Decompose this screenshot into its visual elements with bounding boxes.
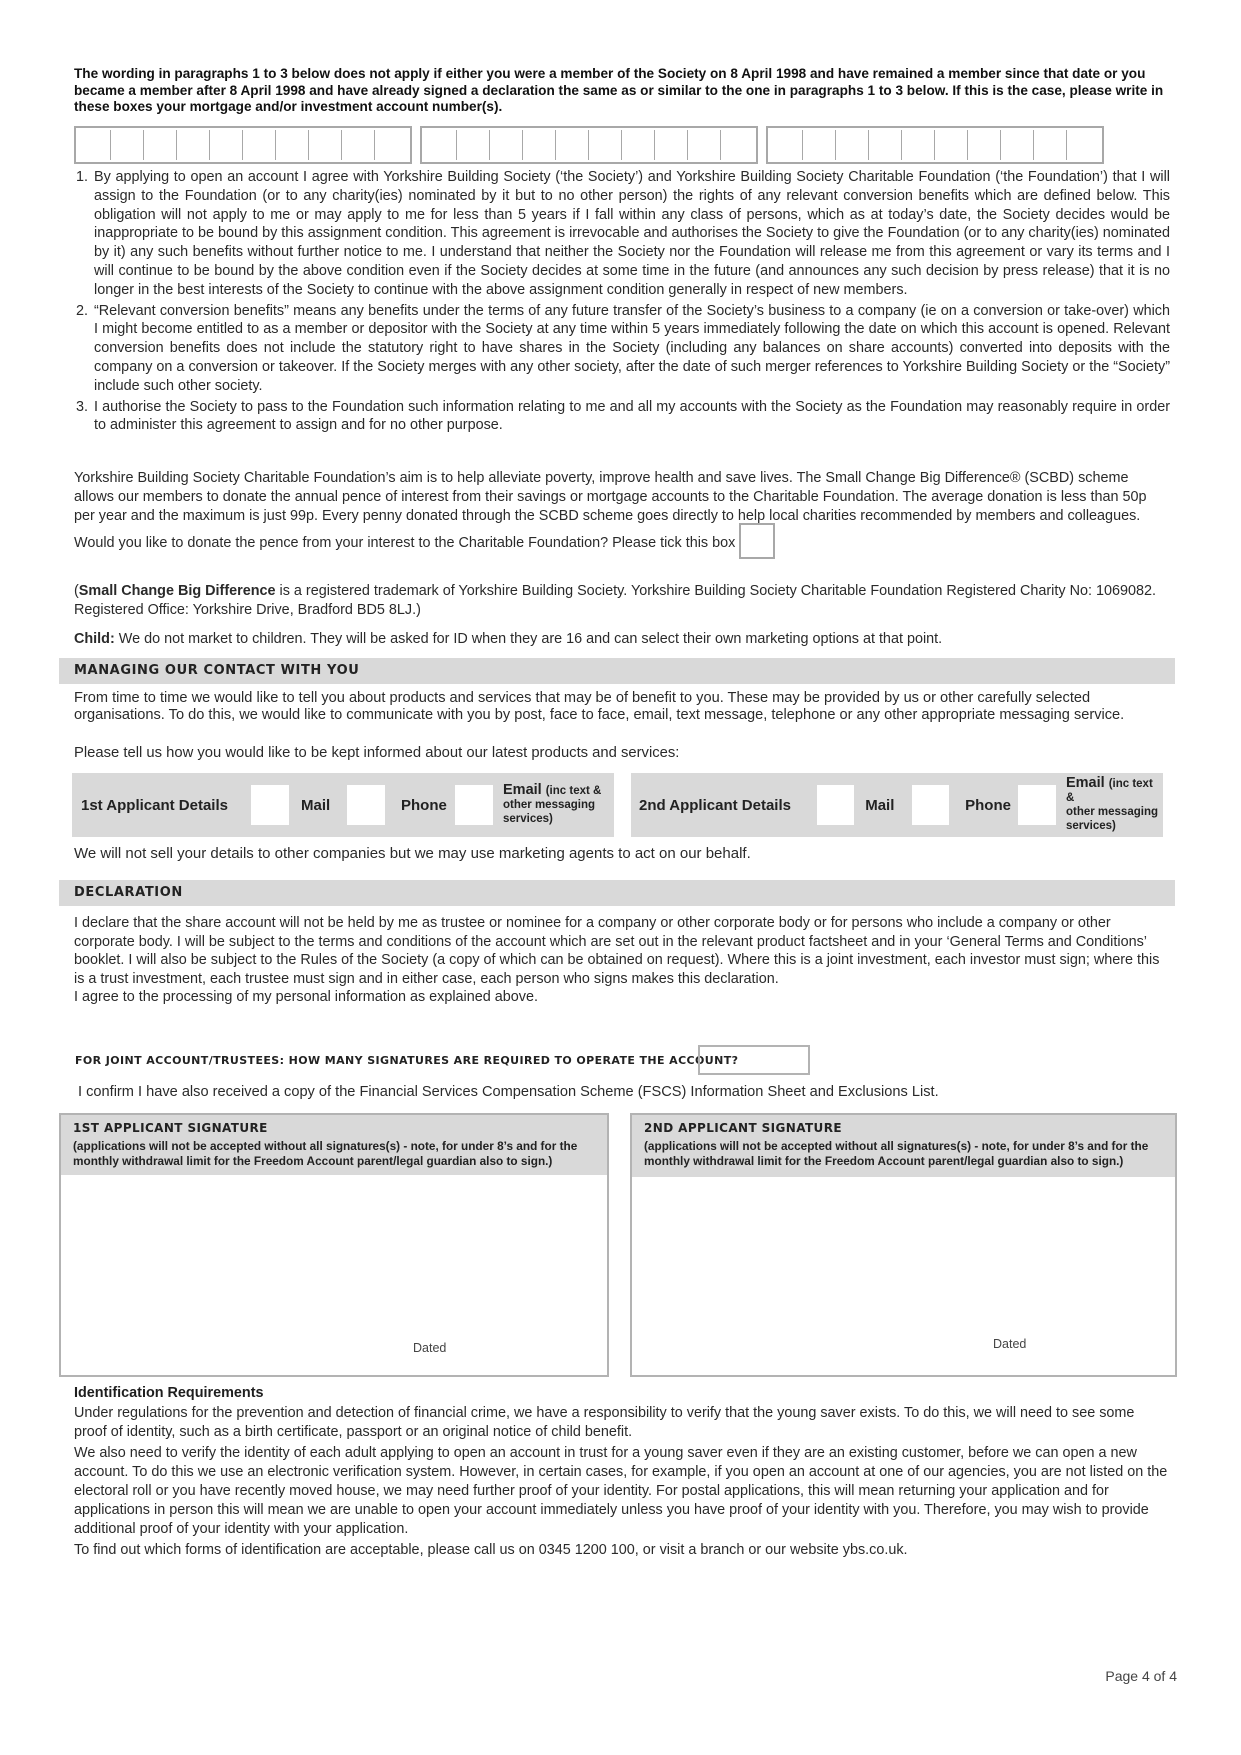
digit-box[interactable] bbox=[556, 130, 589, 160]
account-number-group-1[interactable] bbox=[74, 126, 412, 164]
identification-paragraph-1: Under regulations for the prevention and detection of financial crime, we have a responsibility to verify that the young saver exists. To do this, we will need to see some proof of identity, such as a birth certificate, passport or an original notice of child benefit. bbox=[74, 1404, 1135, 1440]
digit-box[interactable] bbox=[375, 130, 408, 160]
digit-box[interactable] bbox=[622, 130, 655, 160]
charity-question-row bbox=[74, 525, 1170, 561]
trademark-note: (Small Change Big Difference is a registered trademark of Yorkshire Building Society. Yorkshire Building Society Charitable Foundation Registered Charity No: 1069082. Registered Office: Yorkshire Drive, Bradford BD5 8LJ.) bbox=[74, 583, 1156, 618]
paragraph-2: 2. “Relevant conversion benefits” means any benefits under the terms of any future transfer of the Society’s business to a company (ie on a conversion or take-over) which I might become entitled to as a member or depositor with the Society at any time within 5 years immediately following the date on which this account is opened. Relevant conversion benefits does not include the statutory right to have shares in the Society (including any balances on share accounts) converted into deposits with the company on a conversion or takeover. If the Society merges with any other society, after the date of such merger references to Yorkshire Building Society or the “Society” include such other society. bbox=[92, 302, 1170, 396]
email-label-2 bbox=[1066, 777, 1163, 833]
conversion-paragraphs bbox=[74, 168, 1170, 437]
joint-signatures-question: FOR JOINT ACCOUNT/TRUSTEES: HOW MANY SIGNATURES ARE REQUIRED TO OPERATE THE ACCOUNT? bbox=[75, 1054, 739, 1067]
email-note-1a: (inc text & bbox=[545, 785, 602, 797]
phone-label-2: Phone bbox=[965, 796, 1011, 814]
trademark-text: is a registered trademark of Yorkshire Building Society. Yorkshire Building Society Charitable Foundation Registered Charity No: 1069082. Registered Office: Yorkshire Drive, Bradford BD5 8LJ.) bbox=[74, 583, 1156, 618]
email-checkbox-1[interactable] bbox=[455, 785, 493, 825]
identification-paragraph-2: We also need to verify the identity of each adult applying to open an account in trust for a young saver even if they are an existing customer, before we can open a new account. To do this we use an electronic verification system. However, in certain cases, for example, if you open an account at one of our agencies, you are not listed on the electoral roll or you have recently moved house, we may need further proof of your identity. For postal applications, this will mean returning your application and for applications in person this will mean we are unable to open your account immediately unless you have proof of your identity with you. Therefore, you may wish to provide additional proof of your identity with your application. bbox=[74, 1445, 1168, 1537]
digit-box[interactable] bbox=[869, 130, 902, 160]
digit-box[interactable] bbox=[243, 130, 276, 160]
digit-box[interactable] bbox=[721, 130, 754, 160]
contact-heading: MANAGING OUR CONTACT WITH YOU bbox=[59, 658, 1175, 684]
digit-box[interactable] bbox=[523, 130, 556, 160]
digit-box[interactable] bbox=[457, 130, 490, 160]
fscs-confirmation: I confirm I have also received a copy of the Financial Services Compensation Scheme (FSCS) Information Sheet and Exclusions List. bbox=[78, 1084, 939, 1100]
digit-box[interactable] bbox=[655, 130, 688, 160]
email-word-1: Email bbox=[503, 782, 542, 798]
digit-box[interactable] bbox=[902, 130, 935, 160]
applicant-1-preferences bbox=[72, 773, 614, 837]
declaration-agree: I agree to the processing of my personal information as explained above. bbox=[74, 989, 538, 1006]
applicant-2-signature-header bbox=[632, 1115, 1175, 1177]
trademark-name: Small Change Big Difference bbox=[78, 583, 276, 599]
applicant-2-signature-box[interactable] bbox=[630, 1113, 1177, 1377]
applicant-2-signature-note: (applications will not be accepted without all signatures(s) - note, for under 8’s and for the monthly withdrawal limit for the Freedom Account parent/legal guardian also to sign.) bbox=[644, 1139, 1149, 1168]
email-note-2c: services) bbox=[1065, 820, 1116, 832]
child-text: We do not market to children. They will be asked for ID when they are 16 and can select their own marketing options at that point. bbox=[114, 631, 943, 647]
digit-box[interactable] bbox=[111, 130, 144, 160]
digit-box[interactable] bbox=[1001, 130, 1034, 160]
digit-box[interactable] bbox=[144, 130, 177, 160]
contact-ask: Please tell us how you would like to be kept informed about our latest products and services: bbox=[74, 745, 680, 761]
applicant-1-label: 1st Applicant Details bbox=[81, 796, 228, 814]
child-label: Child: bbox=[74, 631, 115, 647]
applicant-1-dated-label: Dated bbox=[413, 1341, 447, 1355]
digit-box[interactable] bbox=[342, 130, 375, 160]
donate-checkbox[interactable] bbox=[739, 523, 775, 559]
email-label-1 bbox=[503, 784, 601, 826]
contact-text: From time to time we would like to tell you about products and services that may be of benefit to you. These may be provided by us or other carefully selected organisations. To do this, we would like to communicate with you by post, face to face, email, text message, telephone or any other appropriate messaging service. bbox=[74, 690, 1125, 723]
child-note bbox=[74, 630, 1170, 649]
applicant-2-label: 2nd Applicant Details bbox=[639, 796, 791, 814]
applicant-2-preferences bbox=[631, 773, 1163, 837]
applicant-1-signature-header bbox=[61, 1115, 607, 1175]
digit-box[interactable] bbox=[78, 130, 111, 160]
applicant-2-dated-label: Dated bbox=[993, 1337, 1027, 1351]
phone-checkbox-2[interactable] bbox=[912, 785, 950, 825]
digit-box[interactable] bbox=[688, 130, 721, 160]
digit-box[interactable] bbox=[968, 130, 1001, 160]
mail-checkbox-2[interactable] bbox=[817, 785, 855, 825]
intro-text: The wording in paragraphs 1 to 3 below does not apply if either you were a member of the Society on 8 April 1998 and have remained a member since that date or you became a member after 8 April 1998 and have already signed a declaration the same as or similar to the one in paragraphs 1 to 3 below. If this is the case, please write in these boxes your mortgage and/or investment account number(s). bbox=[74, 66, 1164, 114]
marketing-note: We will not sell your details to other companies but we may use marketing agents to act on our behalf. bbox=[74, 845, 751, 862]
charity-question: Would you like to donate the pence from your interest to the Charitable Foundation? Please tick this box bbox=[74, 535, 736, 552]
applicant-1-signature-note: (applications will not be accepted without all signatures(s) - note, for under 8’s and for the monthly withdrawal limit for the Freedom Account parent/legal guardian also to sign.) bbox=[73, 1139, 578, 1168]
digit-box[interactable] bbox=[770, 130, 803, 160]
digit-box[interactable] bbox=[490, 130, 523, 160]
applicant-1-signature-box[interactable] bbox=[59, 1113, 609, 1377]
declaration-text-block bbox=[74, 914, 1170, 1007]
identification-paragraph-3: To find out which forms of identification are acceptable, please call us on 0345 1200 100, or visit a branch or our website ybs.co.uk. bbox=[74, 1542, 908, 1559]
digit-box[interactable] bbox=[589, 130, 622, 160]
paragraph-3: 3. I authorise the Society to pass to the Foundation such information relating to me and all my accounts with the Society as the Foundation may reasonably require in order to administer this agreement to assign and for no other purpose. bbox=[92, 398, 1170, 436]
charity-text: Yorkshire Building Society Charitable Foundation’s aim is to help alleviate poverty, improve health and save lives. The Small Change Big Difference® (SCBD) scheme allows our members to donate the annual pence of interest from their savings or mortgage accounts to the Charitable Foundation. The average donation is less than 50p per year and the maximum is just 99p. Every penny donated through the SCBD scheme goes directly to help local charities recommended by members and colleagues. bbox=[74, 470, 1147, 524]
charity-section bbox=[74, 469, 1170, 561]
mail-checkbox-1[interactable] bbox=[251, 785, 289, 825]
account-number-boxes bbox=[74, 126, 1104, 160]
email-note-1b: other messaging bbox=[503, 799, 596, 811]
applicant-1-signature-title: 1ST APPLICANT SIGNATURE bbox=[73, 1121, 268, 1135]
digit-box[interactable] bbox=[424, 130, 457, 160]
digit-box[interactable] bbox=[276, 130, 309, 160]
digit-box[interactable] bbox=[177, 130, 210, 160]
email-word-2: Email bbox=[1065, 775, 1105, 791]
phone-label-1: Phone bbox=[401, 796, 447, 814]
digit-box[interactable] bbox=[935, 130, 968, 160]
digit-box[interactable] bbox=[1034, 130, 1067, 160]
mail-label-1: Mail bbox=[301, 796, 331, 814]
identification-section bbox=[74, 1384, 1170, 1563]
page-number: Page 4 of 4 bbox=[1105, 1668, 1177, 1684]
paragraph-1: 1. By applying to open an account I agree with Yorkshire Building Society (‘the Society’) and Yorkshire Building Society Charitable Foundation (‘the Foundation’) that I will assign to the Foundation (or to any charity(ies) nominated by it but to no other person) the rights of any relevant conversion benefits which are defined below. This obligation will not apply to me or may apply to me for less than 5 years if I fall within any class of persons, which as at today’s date, the Society decides would be inappropriate to be bound by this assignment condition. This agreement is irrevocable and authorises the Society to give the Foundation (or to any charity(ies) nominated by it) any such benefits without further notice to me. I understand that neither the Society nor the Foundation will release me from this agreement or vary its terms and I will continue to be bound by the above condition even if the Society decides at some time in the future (and announces any such decision by press release) that it is no longer in the best interests of the Society to continue with the above assignment condition generally in respect of new members. bbox=[92, 168, 1170, 300]
email-note-1c: services) bbox=[503, 813, 553, 825]
email-note-2a: (inc text & bbox=[1065, 778, 1153, 804]
applicant-2-signature-title: 2ND APPLICANT SIGNATURE bbox=[644, 1121, 842, 1135]
mail-label-2: Mail bbox=[865, 796, 895, 814]
account-number-group-3[interactable] bbox=[766, 126, 1104, 164]
identification-heading: Identification Requirements bbox=[74, 1385, 264, 1401]
phone-checkbox-1[interactable] bbox=[347, 785, 385, 825]
digit-box[interactable] bbox=[210, 130, 243, 160]
email-checkbox-2[interactable] bbox=[1018, 785, 1056, 825]
digit-box[interactable] bbox=[836, 130, 869, 160]
digit-box[interactable] bbox=[1067, 130, 1100, 160]
declaration-text: I declare that the share account will not be held by me as trustee or nominee for a company or other corporate body or for persons who include a company or other corporate body. I will be subject to the terms and conditions of the account which are set out in the relevant product factsheet and in your ‘General Terms and Conditions’ booklet. I will also be subject to the Rules of the Society (a copy of which can be obtained on request). Where this is a joint investment, each investor must sign; where this is a trust investment, each trustee must sign and in either case, each person who signs makes this declaration. bbox=[74, 915, 1160, 987]
digit-box[interactable] bbox=[803, 130, 836, 160]
signatures-required-input[interactable] bbox=[698, 1045, 810, 1075]
account-number-group-2[interactable] bbox=[420, 126, 758, 164]
declaration-heading: DECLARATION bbox=[59, 880, 1175, 906]
digit-box[interactable] bbox=[309, 130, 342, 160]
email-note-2b: other messaging bbox=[1065, 806, 1158, 818]
